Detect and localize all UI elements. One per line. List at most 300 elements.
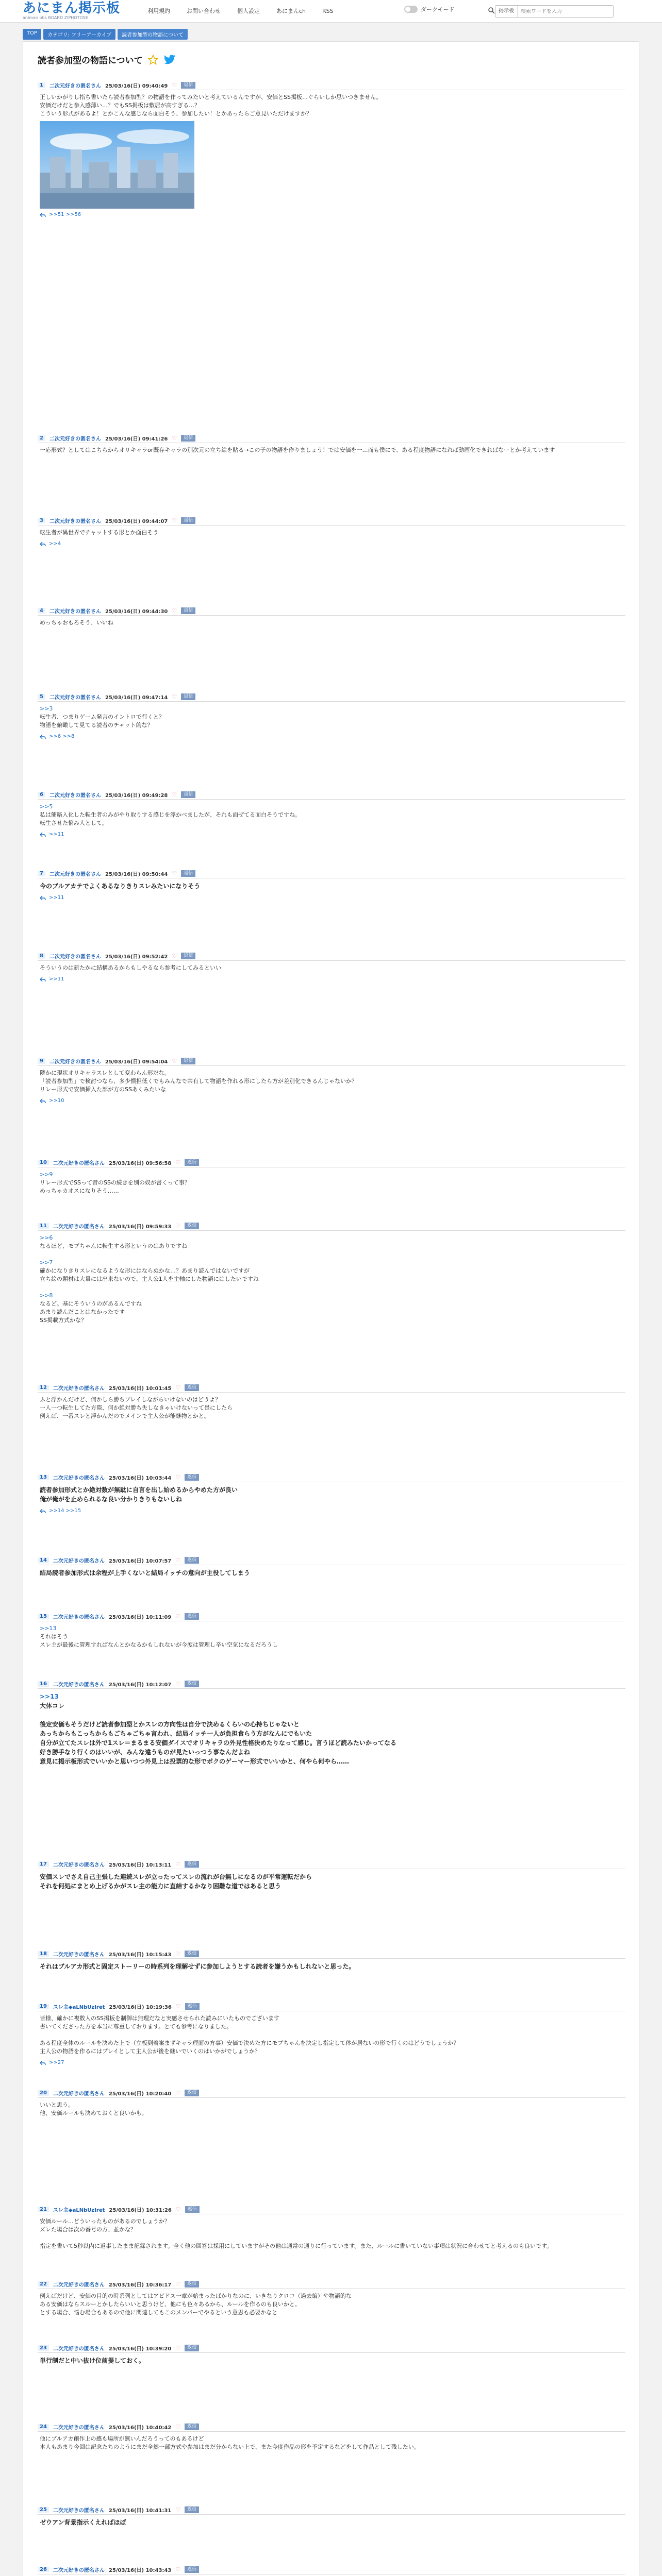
reply-button[interactable]: 返信 xyxy=(185,1557,199,1564)
post-number[interactable]: 8 xyxy=(38,953,45,959)
post-replies xyxy=(40,1508,627,1514)
reply-button[interactable]: 返信 xyxy=(181,791,195,798)
post-header xyxy=(38,1951,625,1959)
like-heart-icon[interactable]: ♡ xyxy=(175,1951,181,1957)
reply-button[interactable]: 返信 xyxy=(181,435,195,442)
post-header xyxy=(38,2345,625,2353)
thread-container xyxy=(23,41,639,2576)
post-line: 転生者が異世界でチャットする形とか面白そう xyxy=(40,529,159,536)
post xyxy=(38,1159,625,1195)
poster-name: 二次元好きの匿名さん xyxy=(53,1476,105,1481)
site-logo[interactable] xyxy=(23,1,131,22)
reply-anchor-links[interactable]: >>27 xyxy=(49,2060,64,2065)
post xyxy=(38,2281,625,2317)
breadcrumb-category[interactable]: カテゴリ: フリーアーカイブ xyxy=(43,29,115,40)
post-line: そういうのは新たかに結構あるからもしやるなら参考にしてみるといい xyxy=(40,964,221,971)
post-line: 自分が立てたスレは外で1スレ＝まるまる安価ダイスでオリキャラの外見性格決めたりなって感じ。言うほど読みたいかってなる xyxy=(40,1739,396,1747)
poster-name: 二次元好きの匿名さん xyxy=(53,1952,105,1958)
post-line: 安価スレでさえ自己主張した連続スレが立ったってスレの流れが台無しになるのが平常運転だから xyxy=(40,1873,312,1880)
post-body xyxy=(38,1482,625,1504)
like-heart-icon[interactable]: ♡ xyxy=(175,2424,181,2430)
post-number[interactable]: 4 xyxy=(38,608,45,614)
twitter-bird-icon[interactable] xyxy=(163,55,176,65)
post-line: それはブルアカ形式と固定ストーリーの時系列を理解せずに参加しようとする読者を嫌うかもしれないと思った。 xyxy=(40,1963,355,1970)
post-replies xyxy=(40,212,627,217)
post-header xyxy=(38,1058,625,1066)
poster-name: 二次元好きの匿名さん xyxy=(53,1161,105,1166)
post-date: 25/03/16(日) 10:19:36 xyxy=(109,2005,172,2010)
post xyxy=(38,517,625,547)
post-header xyxy=(38,1159,625,1167)
post-body xyxy=(38,1621,625,1649)
post-date: 25/03/16(日) 10:36:17 xyxy=(108,2282,172,2288)
reply-anchor-links[interactable]: >>4 xyxy=(49,541,61,547)
post-number[interactable]: 12 xyxy=(38,1385,49,1391)
post-body xyxy=(38,90,625,118)
post-replies xyxy=(40,734,627,739)
reply-anchor-links[interactable]: >>11 xyxy=(49,895,64,901)
post xyxy=(38,2424,625,2451)
like-heart-icon[interactable]: ♡ xyxy=(175,1223,181,1229)
like-heart-icon[interactable]: ♡ xyxy=(172,953,177,959)
post-number[interactable]: 10 xyxy=(38,1160,49,1165)
post-line[interactable]: >>6 xyxy=(40,1234,53,1241)
reply-arrow-icon xyxy=(40,895,46,901)
reply-button[interactable]: 返信 xyxy=(185,2566,199,2573)
post-number[interactable]: 9 xyxy=(38,1058,45,1064)
post-number[interactable]: 20 xyxy=(38,2090,49,2096)
post-body xyxy=(38,2289,625,2317)
post-line[interactable]: >>7 xyxy=(40,1259,53,1266)
post-line: 転生させた悩み人として。 xyxy=(40,820,108,826)
post-line: 読者参加形式とか絶対数が無駄に自言を出し始めるからやめた方が良い xyxy=(40,1486,238,1494)
like-heart-icon[interactable]: ♡ xyxy=(172,82,177,89)
reply-anchor-links[interactable]: >>14 >>15 xyxy=(49,1508,81,1514)
nav-settings[interactable]: 個人設定 xyxy=(237,8,260,14)
like-heart-icon[interactable]: ♡ xyxy=(175,1557,181,1564)
post-body xyxy=(38,616,625,627)
poster-name: 二次元好きの匿名さん xyxy=(53,2091,105,2097)
post-date: 25/03/16(日) 10:39:20 xyxy=(108,2346,172,2352)
post-line: 後定安価もそうだけど読者参加型とかスレの方向性は自分で決めるくらいの心持ちじゃないと xyxy=(40,1721,300,1728)
like-heart-icon[interactable]: ♡ xyxy=(175,2090,181,2096)
dark-mode-label: ダークモード xyxy=(421,6,455,13)
like-heart-icon[interactable]: ♡ xyxy=(175,2566,181,2573)
post-date: 25/03/16(日) 10:40:42 xyxy=(108,2425,172,2431)
post-date: 25/03/16(日) 10:11:09 xyxy=(108,1615,172,1620)
nav-animanch[interactable]: あにまんch xyxy=(276,8,306,14)
reply-button[interactable]: 返信 xyxy=(185,1613,199,1620)
reply-button[interactable]: 返信 xyxy=(185,2281,199,2287)
post-header xyxy=(38,953,625,961)
post-body xyxy=(38,2515,625,2527)
post xyxy=(38,1951,625,1971)
post-header xyxy=(38,2090,625,2098)
post-date: 25/03/16(日) 10:20:40 xyxy=(108,2091,172,2097)
post-body xyxy=(38,2214,625,2250)
reply-arrow-icon xyxy=(40,541,46,547)
post-line: なるど。基にそういうのがあるんですね xyxy=(40,1300,142,1307)
post-line: こういう形式があるよ！とかこんな感じなら面白そう、参加したい！とかあったらご意見いただけますか？ xyxy=(40,110,312,117)
like-heart-icon[interactable]: ♡ xyxy=(172,607,177,614)
post-line: それを何処にまとめ上げるかがスレ主の能力に直結するかなり困難な道ではあると思う xyxy=(40,1883,282,1890)
post-date: 25/03/16(日) 10:15:43 xyxy=(108,1952,172,1958)
post xyxy=(38,791,625,837)
poster-name: 二次元好きの匿名さん xyxy=(53,1386,105,1392)
post-number[interactable]: 22 xyxy=(38,2281,49,2287)
thread-header xyxy=(38,53,176,66)
search-icon xyxy=(488,7,495,14)
post-number[interactable]: 15 xyxy=(38,1614,49,1619)
reply-button[interactable]: 返信 xyxy=(181,693,195,700)
reply-button[interactable]: 返信 xyxy=(181,517,195,524)
breadcrumb-top[interactable]: TOP xyxy=(23,29,41,40)
post-number[interactable]: 19 xyxy=(38,2004,49,2009)
reply-button[interactable]: 返信 xyxy=(181,607,195,614)
post-header xyxy=(38,1681,625,1689)
like-heart-icon[interactable]: ♡ xyxy=(172,1058,177,1064)
post-line: 指定を書いて5秒以内に返事したまま記録されます。全く他の回答は採用にしていますがその他は通常の通りに行っています。また、ルールに書いていない事項は状況に合わせてと考えるのも良いです。 xyxy=(40,2243,553,2249)
post-line: あまり読んだことはなかったです xyxy=(40,1309,125,1315)
search-box xyxy=(495,5,614,18)
post-line: 本人もあまり今回は記念たちのようにまだ全然一部方式や参加はまだ分からない上で、また今度作品の形を予定するなどをして作品として残したい。 xyxy=(40,2444,420,2450)
post-line: あっちからもこっちからもごちゃごちゃ言われ、結局イッチ一人が負担食らう方がなんにでもいた xyxy=(40,1730,312,1737)
reply-anchor-links[interactable]: >>11 xyxy=(49,832,64,837)
post-line: スレ主が最後に管理すればなんとかなるかもしれないが今度は管理し辛い空気になるだろうし xyxy=(40,1641,278,1648)
post-replies xyxy=(40,541,627,547)
post-line: 書いてくださった方を本当に尊重しております。とても参考になりました。 xyxy=(40,2023,233,2030)
post-line[interactable]: >>8 xyxy=(40,1292,53,1299)
reply-button[interactable]: 返信 xyxy=(185,1681,199,1687)
post-body xyxy=(38,1066,625,1094)
post-line: リレー形式で安価挿入た部が方のSSあくみたいな xyxy=(40,1086,166,1093)
nav-contact[interactable]: お問い合わせ xyxy=(187,8,221,14)
post-replies xyxy=(40,976,627,982)
post-date: 25/03/16(日) 10:01:45 xyxy=(108,1386,172,1392)
post-date: 25/03/16(日) 09:47:14 xyxy=(105,695,168,701)
poster-name: 二次元好きの匿名さん xyxy=(53,1682,105,1688)
reply-button[interactable]: 返信 xyxy=(185,2424,199,2430)
post-header xyxy=(38,2206,625,2214)
reply-button[interactable]: 返信 xyxy=(185,1861,199,1868)
post-line: 隣かに現状オリキャラスレとして変わらん形だな。 xyxy=(40,1070,170,1076)
poster-name: 二次元好きの匿名さん xyxy=(53,2282,105,2288)
like-heart-icon[interactable]: ♡ xyxy=(175,2281,181,2287)
reply-button[interactable]: 返信 xyxy=(185,2003,200,2010)
post-line xyxy=(40,1283,623,1292)
post-line[interactable]: >>13 xyxy=(40,1625,57,1632)
post xyxy=(38,435,625,454)
post-header xyxy=(38,2506,625,2515)
post-header xyxy=(38,693,625,702)
poster-name: 二次元好きの匿名さん xyxy=(53,2346,105,2352)
poster-name: 二次元好きの匿名さん xyxy=(49,695,101,701)
reply-anchor-links[interactable]: >>11 xyxy=(49,976,64,982)
post-replies xyxy=(40,895,627,901)
reply-button[interactable]: 返信 xyxy=(185,2090,199,2096)
post-line: 意見に掲示板形式でいいかと思いつつ外見上は投票的な形でボクのゲーマー形式でいいかと、何やら何やら…… xyxy=(40,1758,350,1765)
reply-button[interactable]: 返信 xyxy=(181,82,195,89)
post-header xyxy=(38,435,625,443)
post-number[interactable]: 18 xyxy=(38,1951,49,1957)
reply-arrow-icon xyxy=(40,977,46,982)
post-number[interactable]: 5 xyxy=(38,694,45,700)
like-heart-icon[interactable]: ♡ xyxy=(175,2506,181,2513)
post-line: 一人一つ転生してた方際、何か絶対勝ち失しなきゃいけないって是にしたら xyxy=(40,1404,233,1411)
dark-mode-toggle[interactable] xyxy=(404,5,455,13)
post xyxy=(38,2090,625,2117)
post-number[interactable]: 17 xyxy=(38,1861,49,1867)
post xyxy=(38,870,625,901)
post xyxy=(38,1223,625,1325)
post-date: 25/03/16(日) 09:41:26 xyxy=(105,436,168,442)
logo-text: あにまん掲示板 xyxy=(23,1,121,16)
post-line: 他にブルアカ創作上の感も場所が無いんだろうってのもあるけど xyxy=(40,2435,204,2442)
post-replies xyxy=(40,2060,627,2065)
post-body xyxy=(38,2011,625,2056)
poster-name: 二次元好きの匿名さん xyxy=(53,1224,105,1230)
poster-name: 二次元好きの匿名さん xyxy=(53,1615,105,1620)
post-body xyxy=(38,800,625,827)
poster-name: 二次元好きの匿名さん xyxy=(53,1558,105,1564)
poster-name: 二次元好きの匿名さん xyxy=(49,872,101,877)
post-date: 25/03/16(日) 10:03:44 xyxy=(108,1476,172,1481)
post-body xyxy=(38,526,625,537)
post-header xyxy=(38,2281,625,2289)
post-date: 25/03/16(日) 09:54:04 xyxy=(105,1059,168,1065)
reply-button[interactable]: 返信 xyxy=(185,1951,199,1957)
post-body xyxy=(38,2098,625,2117)
reply-arrow-icon xyxy=(40,734,46,739)
post-body xyxy=(38,702,625,730)
poster-name: 二次元好きの匿名さん xyxy=(49,609,101,615)
post xyxy=(38,2566,625,2576)
post-number[interactable]: 24 xyxy=(38,2424,49,2430)
reply-arrow-icon xyxy=(40,212,46,217)
post-line: 今のブルアカテでよくあるなりきりスレみたいになりそう xyxy=(40,883,201,890)
post-date: 25/03/16(日) 09:52:42 xyxy=(105,954,168,960)
post-line: 他、安価ルールも決めておくと良いかも。 xyxy=(40,2110,147,2116)
post-line: ズレた場合は次の番号の方、並かな？ xyxy=(40,2226,136,2233)
post-number[interactable]: 1 xyxy=(38,82,45,88)
post-replies xyxy=(40,832,627,837)
nav-rss[interactable]: RSS xyxy=(322,8,334,14)
post-line: 「読者参加型」で検討つなら、多少慣担低くでもみんなで共有して物語を作れる形にしたら方が差別化できるんじゃないか？ xyxy=(40,1078,357,1084)
post-date: 25/03/16(日) 09:59:33 xyxy=(108,1224,172,1230)
like-heart-icon[interactable]: ♡ xyxy=(172,693,177,700)
like-heart-icon[interactable]: ♡ xyxy=(172,791,177,798)
post xyxy=(38,1613,625,1649)
post-line: それはそう xyxy=(40,1633,68,1640)
post-header xyxy=(38,1223,625,1231)
post-line xyxy=(40,1710,623,1720)
post-line: 物語を俯瞰して見てる読者のチャット的な？ xyxy=(40,722,153,728)
like-heart-icon[interactable]: ♡ xyxy=(175,1474,181,1481)
like-heart-icon[interactable]: ♡ xyxy=(172,870,177,877)
reply-button[interactable]: 返信 xyxy=(185,1474,199,1481)
poster-name: 二次元好きの匿名さん xyxy=(49,519,101,524)
post-line: とする場合、悩む場合もあるので他に関連してもこのメンバーでやるという意思も必要かなと xyxy=(40,2309,278,2316)
post-date: 25/03/16(日) 09:40:49 xyxy=(105,83,168,89)
post-header xyxy=(38,2566,625,2574)
post xyxy=(38,953,625,982)
post-line: めっちゃおもろそう、いいね xyxy=(40,619,113,626)
post-header xyxy=(38,1474,625,1482)
post-header xyxy=(38,2424,625,2432)
post-line[interactable]: >>3 xyxy=(40,705,53,712)
post-number[interactable]: 23 xyxy=(38,2345,49,2351)
post-number[interactable]: 3 xyxy=(38,518,45,523)
post-line: 正しいかがりし指ち書いたら読者参加型？の物語を作ってみたいと考えているんですが、安価とSS掲板…ぐらいしか思いつきません。 xyxy=(40,94,382,100)
post-body xyxy=(38,443,625,454)
reply-button[interactable]: 返信 xyxy=(185,1384,199,1391)
like-heart-icon[interactable]: ♡ xyxy=(175,2003,181,2010)
like-heart-icon[interactable]: ♡ xyxy=(175,1681,181,1687)
post-line: いいと思う。 xyxy=(40,2102,74,2108)
post-line: 例えば、一番スレと浮かんだのでメインで主人公が能継物とかと。 xyxy=(40,1413,210,1419)
like-heart-icon[interactable]: ♡ xyxy=(175,2345,181,2351)
post-line: 私は簡略入化した転生者のみがやり取りする感じを浮かべましたが、それも面ぜてる面白そうですね。 xyxy=(40,811,301,818)
poster-name: 二次元好きの匿名さん xyxy=(49,436,101,442)
reply-button[interactable]: 返信 xyxy=(185,2206,200,2213)
post-line: 単行制だと中い抜け位前提しておく。 xyxy=(40,2357,145,2364)
reply-button[interactable]: 返信 xyxy=(181,870,195,877)
post-number[interactable]: 2 xyxy=(38,435,45,441)
post-line: ある程度全体のルールを決めた上で（立板到着案まずキャラ理面の方事）安価で決めた方にモブちゃんを決定し指定して体が居ないの形で行くのはどうでしょうか？ xyxy=(40,2040,459,2046)
post-line: 好き勝手なり行くのはいいが、みんな違うものが見たいっつう事なんだよね xyxy=(40,1749,251,1756)
like-heart-icon[interactable]: ♡ xyxy=(172,517,177,524)
post-body xyxy=(38,961,625,972)
post-line: ふと浮かんだけど、何かしら勝ちプレイしながらいけないのはどうよ？ xyxy=(40,1396,221,1403)
reply-button[interactable]: 返信 xyxy=(185,1159,199,1166)
post-body xyxy=(38,2432,625,2451)
post xyxy=(38,1384,625,1420)
post xyxy=(38,2506,625,2527)
post-number[interactable]: 16 xyxy=(38,1681,49,1687)
post-header xyxy=(38,1861,625,1869)
reply-button[interactable]: 返信 xyxy=(181,953,195,959)
post-header xyxy=(38,791,625,800)
post-header xyxy=(38,870,625,878)
post-line xyxy=(40,1250,623,1259)
like-heart-icon[interactable]: ♡ xyxy=(175,1861,181,1868)
post-number[interactable]: 6 xyxy=(38,792,45,798)
post-line: 大体コレ xyxy=(40,1702,65,1709)
post-line: 主人公の物語を作るにはプレイとして主人公が後を継いでいくのはいかがでしょうか？ xyxy=(40,2048,261,2055)
post xyxy=(38,1474,625,1514)
post-line: 俺が俺がを止められるな良い分かりきりもないしね xyxy=(40,1496,183,1503)
like-heart-icon[interactable]: ♡ xyxy=(172,435,177,442)
poster-name: 二次元好きの匿名さん xyxy=(49,83,101,89)
post-date: 25/03/16(日) 10:43:43 xyxy=(108,2568,172,2573)
like-heart-icon[interactable]: ♡ xyxy=(175,1159,181,1166)
post-header xyxy=(38,82,625,90)
post-line: 安価だけだと参入感薄い…？でもSS掲板は敷居が高すぎる…？ xyxy=(40,102,200,109)
post xyxy=(38,2345,625,2365)
post-date: 25/03/16(日) 10:07:57 xyxy=(108,1558,172,1564)
site-header xyxy=(0,0,662,23)
like-heart-icon[interactable]: ♡ xyxy=(175,1384,181,1391)
post-number[interactable]: 25 xyxy=(38,2507,49,2513)
like-heart-icon[interactable]: ♡ xyxy=(175,1613,181,1620)
post-number[interactable]: 26 xyxy=(38,2567,49,2572)
post-line: 確かになりきりスレになるような形にはならぬかな…？あまり読んではないですが xyxy=(40,1267,250,1274)
poster-name: スレ主◆aLNbUzIret xyxy=(53,2005,105,2010)
toggle-switch[interactable] xyxy=(404,6,418,13)
post-line: なるほど、モブちゃんに転生する形というのはありですね xyxy=(40,1243,187,1249)
reply-anchor-links[interactable]: >>6 >>8 xyxy=(49,734,75,739)
post-date: 25/03/16(日) 10:31:26 xyxy=(109,2208,172,2213)
post-header xyxy=(38,2003,625,2011)
post-date: 25/03/16(日) 09:44:30 xyxy=(105,609,168,615)
post-body xyxy=(38,1959,625,1971)
post-header xyxy=(38,1557,625,1565)
post-date: 25/03/16(日) 09:56:58 xyxy=(108,1161,172,1166)
poster-name: スレ主◆aLNbUzIret xyxy=(53,2208,105,2213)
reply-anchor-links[interactable]: >>51 >>56 xyxy=(49,212,81,217)
post xyxy=(38,607,625,627)
post-line[interactable]: >>9 xyxy=(40,1171,53,1178)
breadcrumb-thread[interactable]: 読者参加型の物語について xyxy=(118,29,188,40)
post-number[interactable]: 13 xyxy=(38,1475,49,1480)
post-date: 25/03/16(日) 10:41:31 xyxy=(108,2508,172,2514)
reply-button[interactable]: 返信 xyxy=(181,1058,195,1064)
post-body xyxy=(38,1689,625,1766)
nav-terms[interactable]: 利用規約 xyxy=(147,8,170,14)
thread-title: 読者参加型の物語について xyxy=(38,56,143,66)
post-line[interactable]: >>5 xyxy=(40,803,53,810)
reply-button[interactable]: 返信 xyxy=(185,2345,199,2351)
reply-button[interactable]: 返信 xyxy=(185,2506,199,2513)
post-header xyxy=(38,607,625,616)
post-header xyxy=(38,517,625,526)
post-number[interactable]: 7 xyxy=(38,871,45,876)
post-date: 25/03/16(日) 10:13:11 xyxy=(108,1862,172,1868)
poster-name: 二次元好きの匿名さん xyxy=(53,2508,105,2514)
post-line: ある安価はならスルーとかしたらいいと思うけど、他にも色々あるから、ルールを作るのも良いかと。 xyxy=(40,2301,301,2308)
post-line xyxy=(40,2031,623,2039)
post-body xyxy=(38,1167,625,1195)
post-number[interactable]: 14 xyxy=(38,1557,49,1563)
search-scope-button[interactable]: 掲示板 xyxy=(495,6,518,17)
post-number[interactable]: 21 xyxy=(38,2207,49,2212)
post-line: 結局読者参加形式は余程が上手くないと結局イッチの意向が主役してしまう xyxy=(40,1569,250,1577)
post-line: 例えばだけど、安価の目的の時系列としてはアビドス一章が始まったばかりなのに、いきなりクロコ（過去編）や物語的な xyxy=(40,2293,352,2299)
post-header xyxy=(38,1384,625,1393)
post xyxy=(38,1861,625,1891)
breadcrumb xyxy=(23,29,188,40)
post xyxy=(38,1058,625,1104)
post-image-anime-cityscape[interactable] xyxy=(40,121,194,209)
favorite-star-icon[interactable] xyxy=(148,55,158,65)
like-heart-icon[interactable]: ♡ xyxy=(175,2206,181,2213)
post-line: リレー形式でSSって昔のSSの続きを別の奴が書くって事？ xyxy=(40,1179,190,1186)
post-body xyxy=(38,1869,625,1891)
reply-anchor-links[interactable]: >>10 xyxy=(49,1098,64,1104)
reply-arrow-icon xyxy=(40,832,46,837)
search-input[interactable] xyxy=(518,9,595,14)
logo-subtext: animan bbs BOARD ZIPHOTOSE xyxy=(23,15,88,20)
post-number[interactable]: 11 xyxy=(38,1223,49,1229)
post xyxy=(38,1557,625,1578)
post-line: ゼウアン背景指示くえればほぼ xyxy=(40,2519,126,2526)
post-date: 25/03/16(日) 09:49:28 xyxy=(105,793,168,799)
post-line[interactable]: >>13 xyxy=(40,1693,59,1700)
reply-button[interactable]: 返信 xyxy=(185,1223,199,1229)
post xyxy=(38,2206,625,2250)
post-date: 25/03/16(日) 10:12:07 xyxy=(108,1682,172,1688)
post-body xyxy=(38,2353,625,2365)
